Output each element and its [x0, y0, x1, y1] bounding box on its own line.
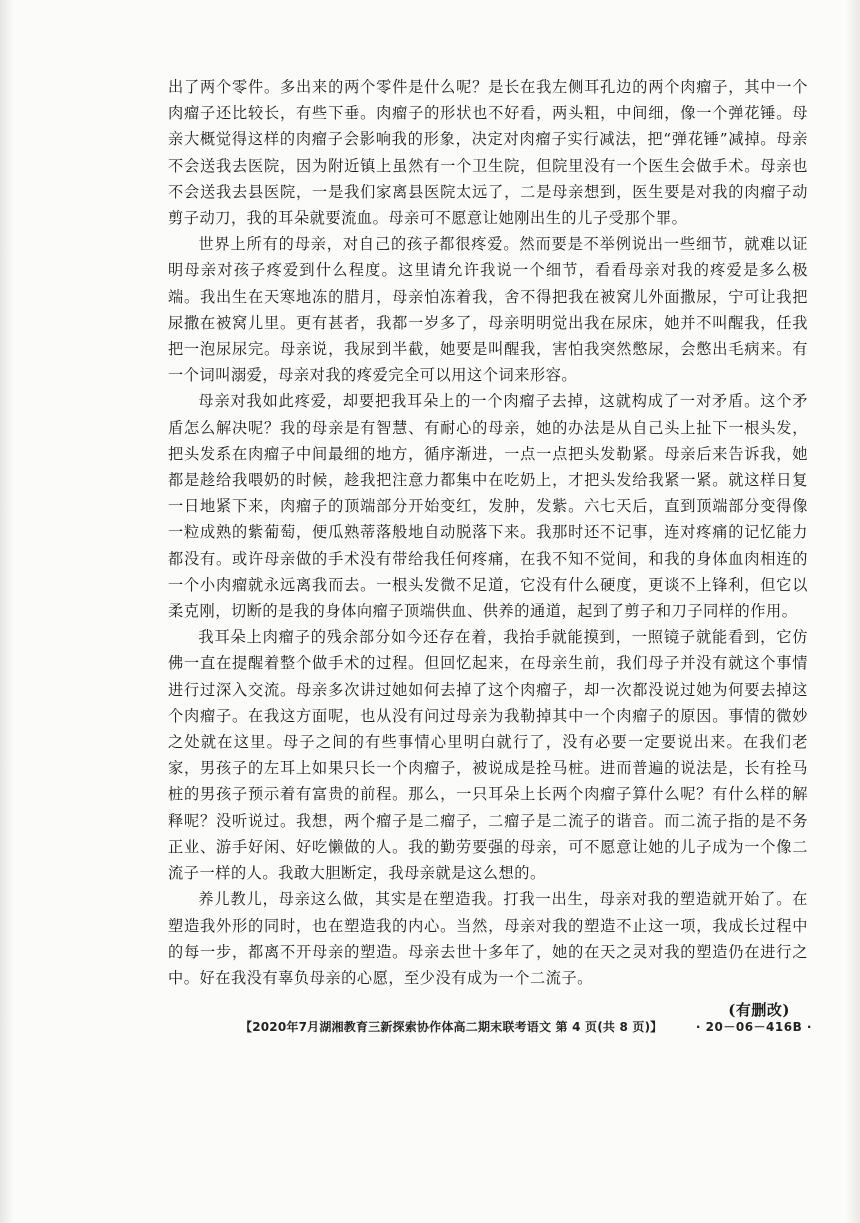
paragraph: 世界上所有的母亲，对自己的孩子都很疼爱。然而要是不举例说出一些细节，就难以证明母亲对孩子疼爱到什么程度。这里请允许我说一个细节，看看母亲对我的疼爱是多么极端。我出生在天寒地冻的腊月，母亲怕冻着我，舍不得把我在被窝儿外面撒尿，宁可让我把尿撒在被窝儿里。更有甚者，我都一岁多了，母亲明明觉出我在尿床，她并不叫醒我，任我把一泡尿尿完。母亲说，我尿到半截，她要是叫醒我，害怕我突然憋尿，会憋出毛病来。有一个词叫溺爱，母亲对我的疼爱完全可以用这个词来形容。 — [168, 235, 808, 385]
paragraph: 我耳朵上肉瘤子的残余部分如今还存在着，我抬手就能摸到，一照镜子就能看到，它仿佛一直在提醒着整个做手术的过程。但回忆起来，在母亲生前，我们母子并没有就这个事情进行过深入交流。母亲多次讲过她如何去掉了这个肉瘤子，却一次都没说过她为何要去掉这个肉瘤子。在我这方面呢，也从没有问过母亲为我勒掉其中一个肉瘤子的原因。事情的微妙之处就在这里。母子之间的有些事情心里明白就行了，没有必要一定要说出来。在我们老家，男孩子的左耳上如果只长一个肉瘤子，被说成是拴马桩。进而普遍的说法是，长有拴马桩的男孩子预示着有富贵的前程。那么，一只耳朵上长两个肉瘤子算什么呢？有什么样的解释呢？没听说过。我想，两个瘤子是二瘤子，二瘤子是二流子的谐音。而二流子指的是不务正业、游手好闲、好吃懒做的人。我的勤劳要强的母亲，可不愿意让她的儿子成为一个像二流子一样的人。我敢大胆断定，我母亲就是这么想的。 — [168, 628, 808, 883]
article-body — [168, 74, 808, 1020]
paper-code: · 20－06－416B · — [695, 1020, 812, 1034]
scan-edge-right — [846, 0, 860, 1223]
exam-info: 【2020年7月湖湘教育三新探索协作体高二期末联考语文 第 4 页(共 8 页)】 — [240, 1020, 663, 1034]
paragraph: 出了两个零件。多出来的两个零件是什么呢？是长在我左侧耳孔边的两个肉瘤子，其中一个肉瘤子还比较长，有些下垂。肉瘤子的形状也不好看，两头粗，中间细，像一个弹花锤。母亲大概觉得这样的肉瘤子会影响我的形象，决定对肉瘤子实行减法，把“弹花锤”减掉。母亲不会送我去医院，因为附近镇上虽然有一个卫生院，但院里没有一个医生会做手术。母亲也不会送我去县医院，一是我们家离县医院太远了，二是母亲想到，医生要是对我的肉瘤子动剪子动刀，我的耳朵就要流血。母亲可不愿意让她刚出生的儿子受那个罪。 — [168, 78, 808, 228]
page-footer — [240, 1018, 812, 1035]
edited-note: (有删改) — [728, 1001, 790, 1020]
paragraph: 母亲对我如此疼爱，却要把我耳朵上的一个肉瘤子去掉，这就构成了一对矛盾。这个矛盾怎么解决呢？我的母亲是有智慧、有耐心的母亲，她的办法是从自己头上扯下一根头发，把头发系在肉瘤子中间最细的地方，循序渐进，一点一点把头发勒紧。母亲后来告诉我，她都是趁给我喂奶的时候，趁我把注意力都集中在吃奶上，才把头发给我紧一紧。就这样日复一日地紧下来，肉瘤子的顶端部分开始变红，发肿，发紫。六七天后，直到顶端部分变得像一粒成熟的紫葡萄，便瓜熟蒂落般地自动脱落下来。我那时还不记事，连对疼痛的记忆能力都没有。或许母亲做的手术没有带给我任何疼痛，在我不知不觉间，和我的身体血肉相连的一个小肉瘤就永远离我而去。一根头发微不足道，它没有什么硬度，更谈不上锋利，但它以柔克刚，切断的是我的身体向瘤子顶端供血、供养的通道，起到了剪子和刀子同样的作用。 — [168, 392, 808, 621]
scan-edge-left — [0, 0, 14, 1223]
paragraph: 养儿教儿，母亲这么做，其实是在塑造我。打我一出生，母亲对我的塑造就开始了。在塑造我外形的同时，也在塑造我的内心。当然，母亲对我的塑造不止这一项，我成长过程中的每一步，都离不开母亲的塑造。母亲去世十多年了，她的在天之灵对我的塑造仍在进行之中。好在我没有辜负母亲的心愿，至少没有成为一个二流子。 — [168, 890, 808, 987]
